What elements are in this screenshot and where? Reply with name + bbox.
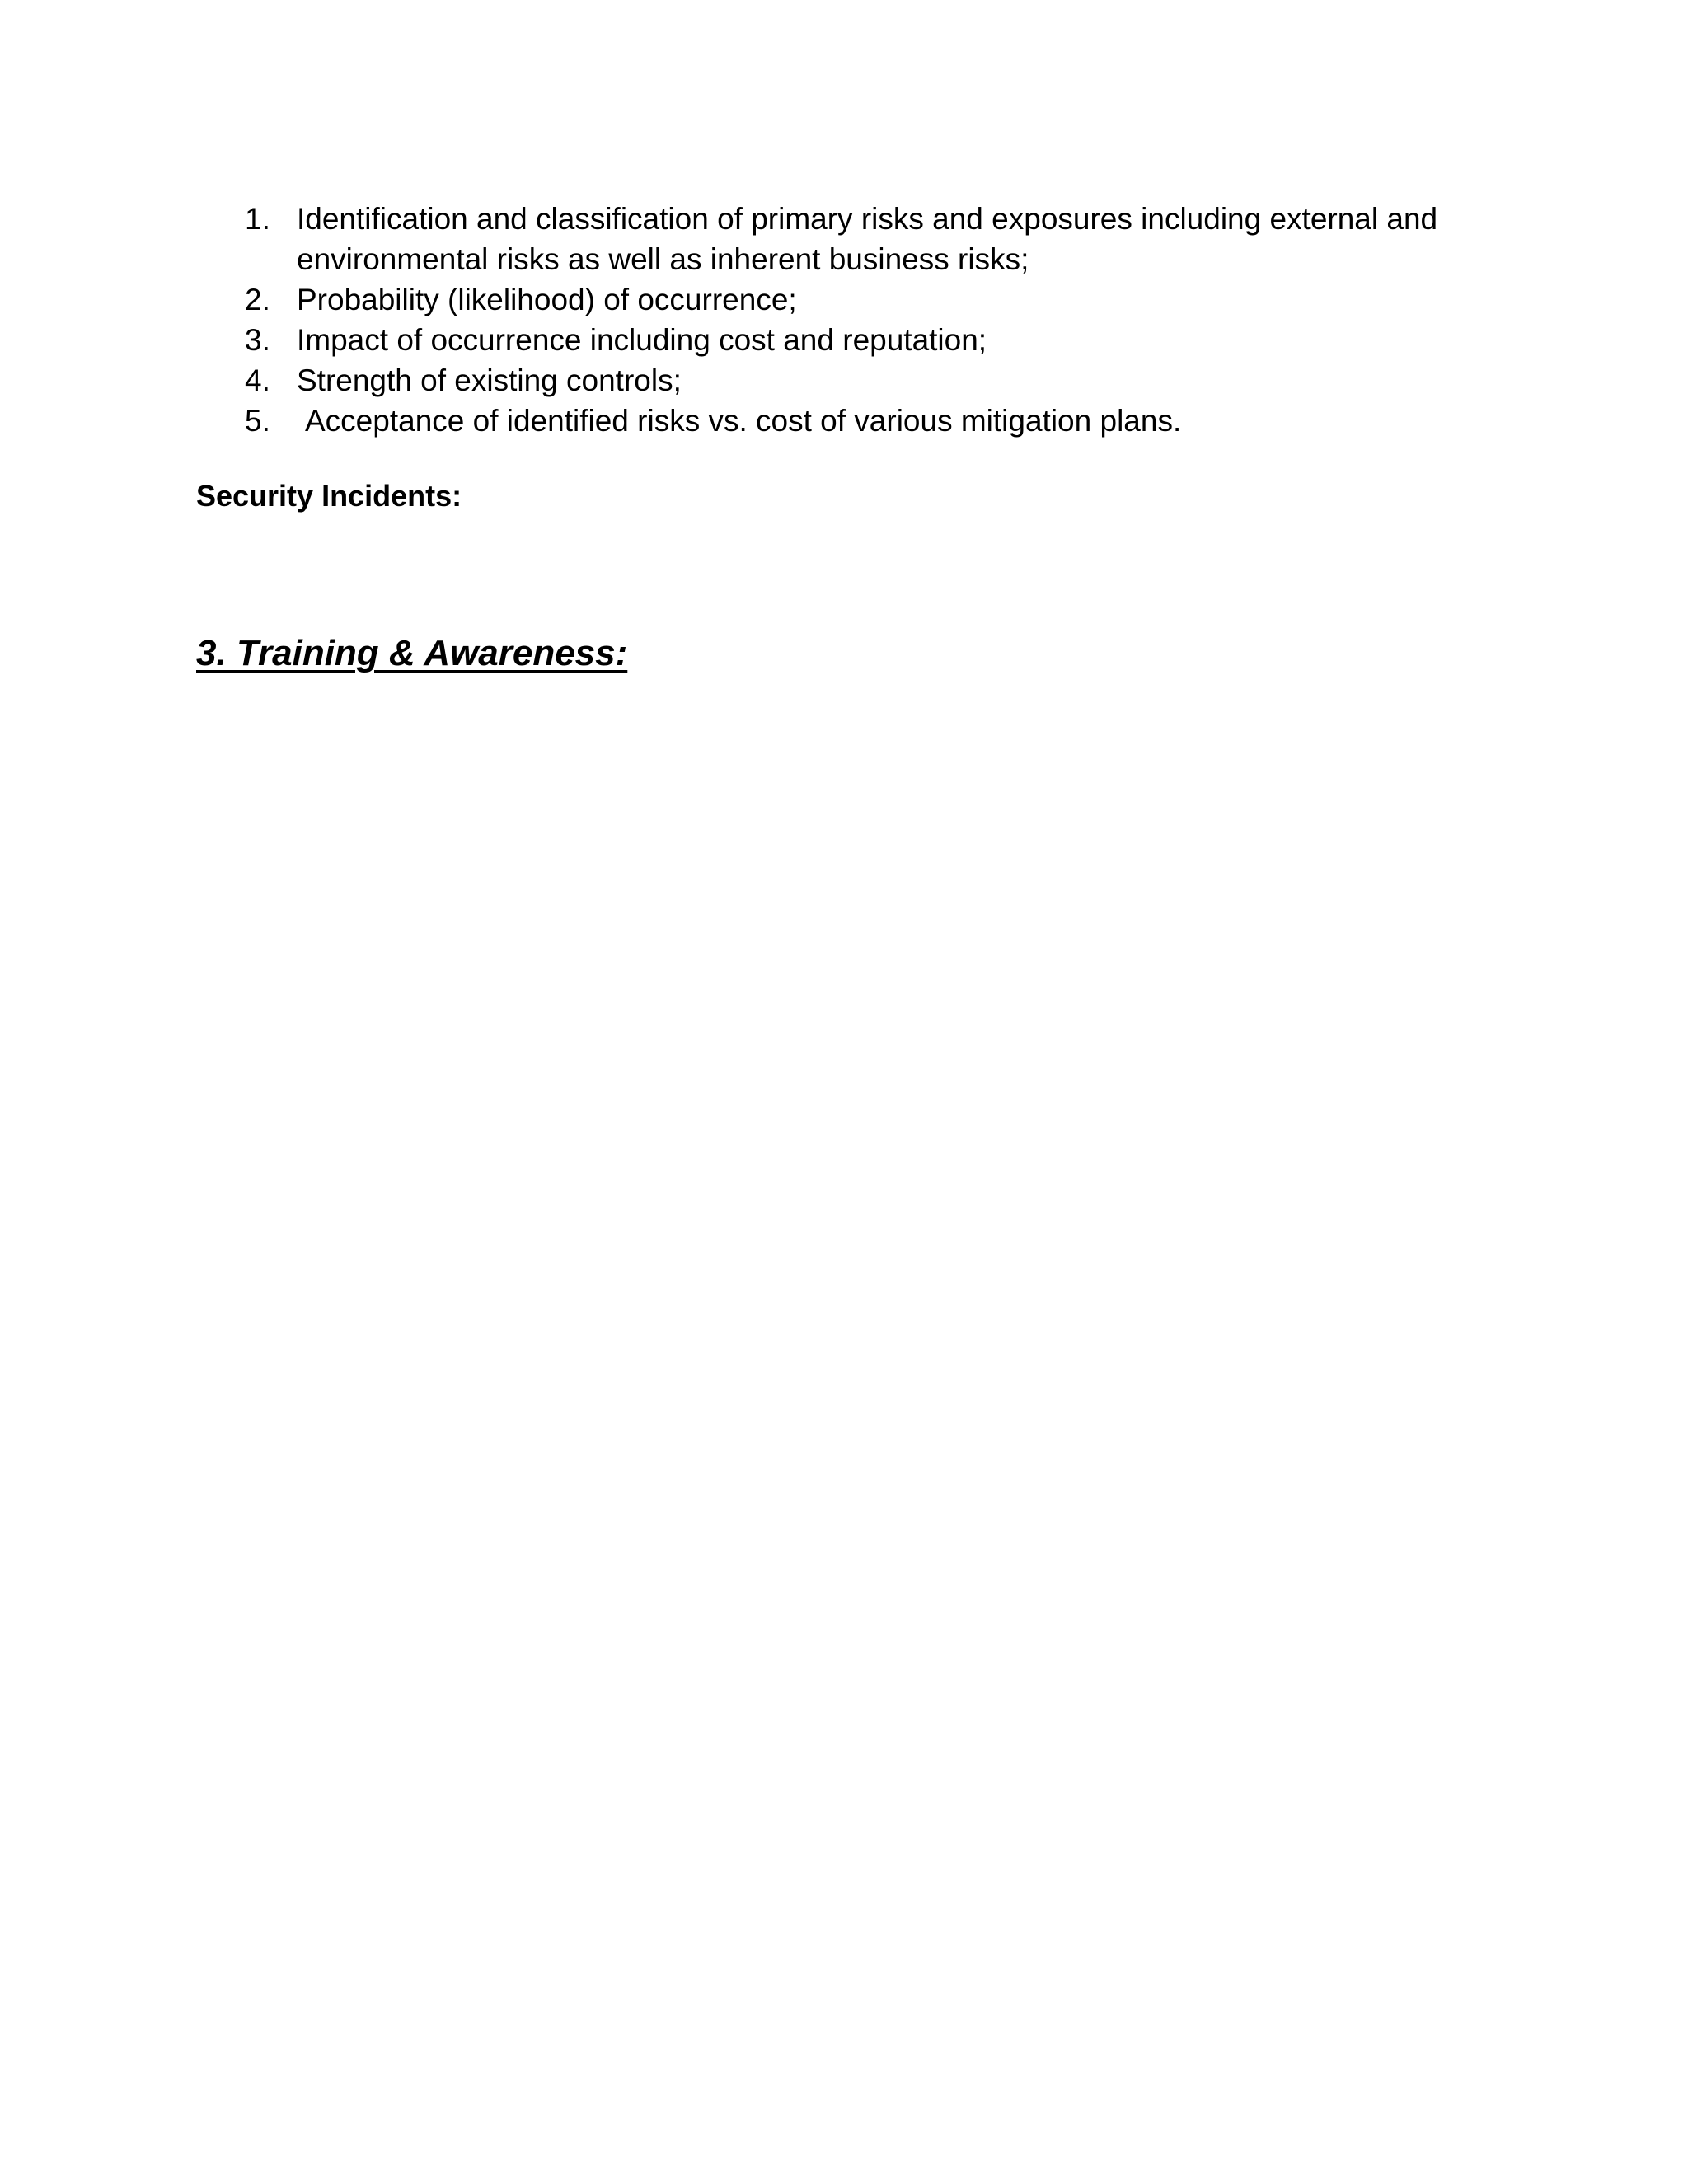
list-item-number: 4. xyxy=(245,363,270,397)
list-item-text-line: Acceptance of identified risks vs. cost of various mitigation plans. xyxy=(305,404,1182,438)
list-item-number: 3. xyxy=(245,323,270,357)
list-item-text-line: environmental risks as well as inherent business risks; xyxy=(297,242,1029,276)
list-item-number: 1. xyxy=(245,202,270,236)
security-incidents-heading: Security Incidents: xyxy=(196,479,462,513)
list-item-text-line: Strength of existing controls; xyxy=(297,363,682,397)
training-awareness-heading: 3. Training & Awareness: xyxy=(196,633,628,673)
list-item xyxy=(245,279,1481,320)
list-item xyxy=(245,320,1481,360)
list-item xyxy=(245,401,1481,441)
list-item-text-line: Impact of occurrence including cost and reputation; xyxy=(297,323,987,357)
list-item-number: 5. xyxy=(245,404,270,438)
list-item-number: 2. xyxy=(245,283,270,316)
list-item-text-line: Identification and classification of primary risks and exposures including external and xyxy=(297,202,1438,236)
risk-factors-list xyxy=(245,199,1481,441)
list-item xyxy=(245,199,1481,279)
list-item-text-line: Probability (likelihood) of occurrence; xyxy=(297,283,797,316)
list-item xyxy=(245,360,1481,401)
